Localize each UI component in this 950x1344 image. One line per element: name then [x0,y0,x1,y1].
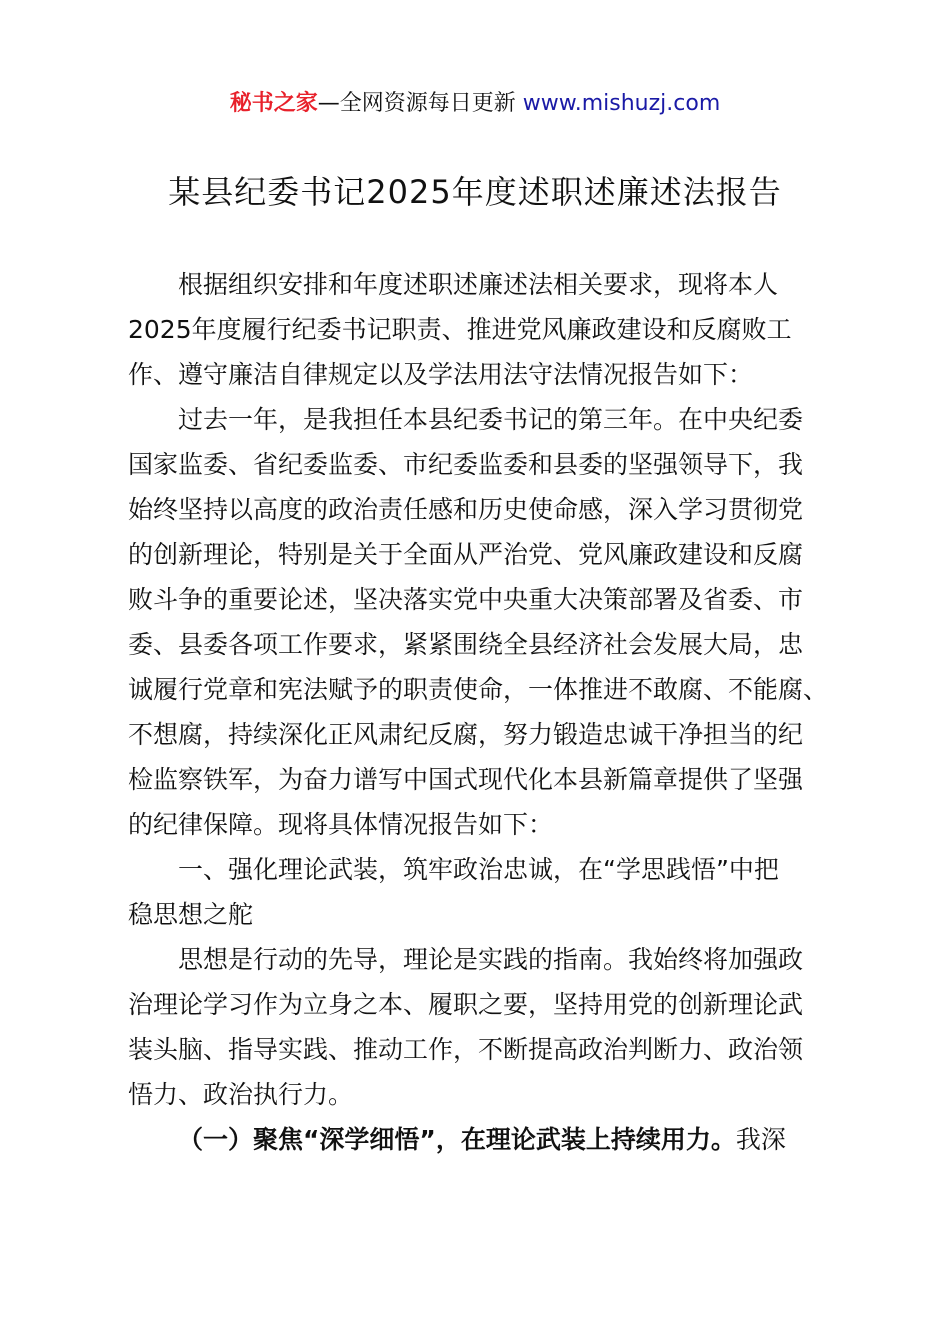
paragraph-line: 根据组织安排和年度述职述廉述法相关要求，现将本人 [178,270,779,299]
document-body [128,262,836,1162]
paragraph-line: 检监察铁军，为奋力谱写中国式现代化本县新篇章提供了坚强 [128,765,804,794]
site-header [0,88,950,120]
brand-name: 秘书之家 [229,91,318,116]
paragraph-line: 始终坚持以高度的政治责任感和历史使命感，深入学习贯彻党 [128,495,804,524]
paragraph-line: 过去一年，是我担任本县纪委书记的第三年。在中央纪委 [178,405,804,434]
paragraph-line: 委、县委各项工作要求，紧紧围绕全县经济社会发展大局，忠 [128,630,804,659]
paragraph-line: 的纪律保障。现将具体情况报告如下： [128,810,554,839]
site-url-link[interactable]: www.mishuzj.com [522,91,721,116]
subsection-heading: （一）聚焦“深学细悟”，在理论武装上持续用力。 [178,1125,736,1154]
paragraph-line: 作、遵守廉洁自律规定以及学法用法守法情况报告如下： [128,360,754,389]
paragraph-line: 败斗争的重要论述，坚决落实党中央重大决策部署及省委、市 [128,585,804,614]
paragraph-line: 的创新理论，特别是关于全面从严治党、党风廉政建设和反腐 [128,540,804,569]
paragraph-line: 治理论学习作为立身之本、履职之要，坚持用党的创新理论武 [128,990,804,1019]
paragraph-line: 2025年度履行纪委书记职责、推进党风廉政建设和反腐败工 [128,315,792,344]
section-heading-line: 一、强化理论武装，筑牢政治忠诚，在“学思践悟”中把 [178,855,779,884]
paragraph-line: 诚履行党章和宪法赋予的职责使命，一体推进不敢腐、不能腐、 [128,675,829,704]
paragraph-line: 思想是行动的先导，理论是实践的指南。我始终将加强政 [178,945,804,974]
section-heading-line: 稳思想之舵 [128,900,254,929]
paragraph-line: 装头脑、指导实践、推动工作，不断提高政治判断力、政治领 [128,1035,804,1064]
paragraph-line: 悟力、政治执行力。 [128,1080,354,1109]
subsection-line [128,1117,836,1162]
subsection-text: 我深 [735,1125,786,1154]
paragraph-line: 不想腐，持续深化正风肃纪反腐，努力锻造忠诚干净担当的纪 [128,720,804,749]
header-tagline: —全网资源每日更新 [317,91,523,116]
paragraph-line: 国家监委、省纪委监委、市纪委监委和县委的坚强领导下，我 [128,450,804,479]
document-title: 某县纪委书记2025年度述职述廉述法报告 [168,173,782,211]
